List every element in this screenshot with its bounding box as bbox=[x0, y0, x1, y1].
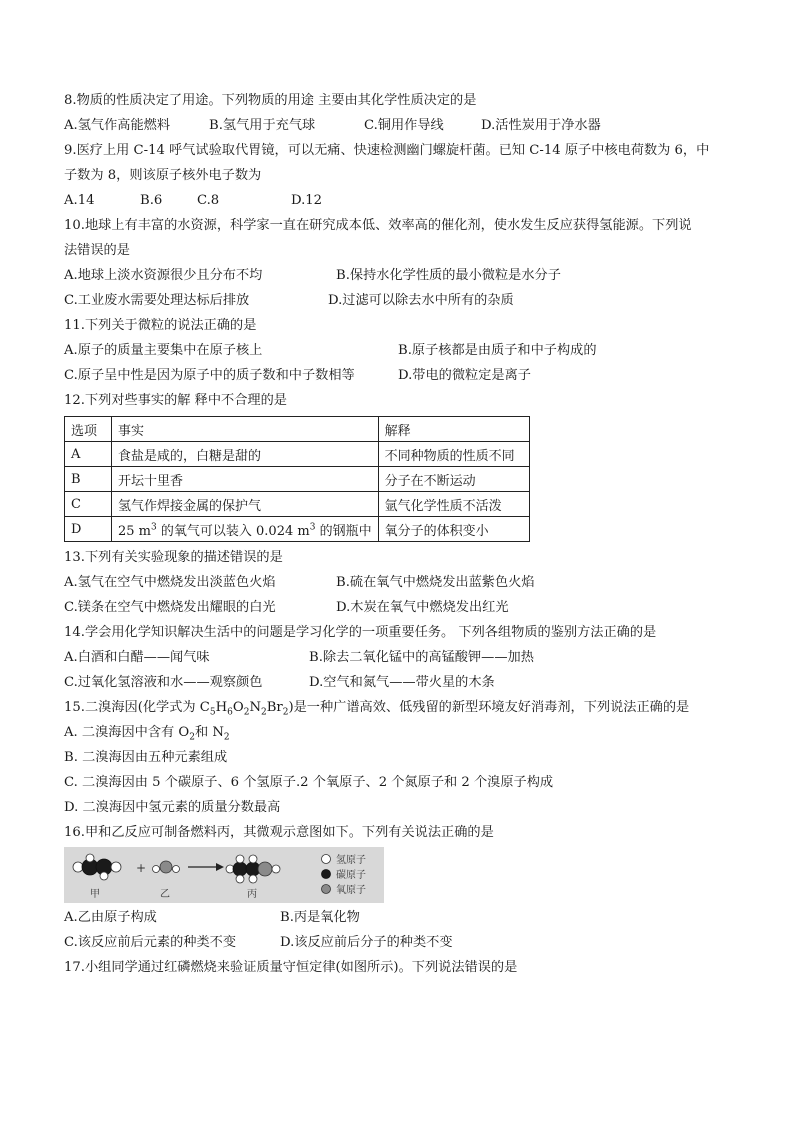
table-cell: 分子在不断运动 bbox=[378, 467, 529, 492]
subscript: 2 bbox=[223, 732, 230, 743]
hydrogen-atom bbox=[249, 855, 257, 863]
q13-option-c[interactable]: C.镁条在空气中燃烧发出耀眼的白光 bbox=[64, 600, 276, 615]
element-symbol: N bbox=[249, 700, 261, 715]
hydrogen-atom bbox=[73, 862, 83, 872]
q8-option-a[interactable]: A.氢气作高能燃料 bbox=[64, 118, 171, 133]
table-header-row bbox=[65, 417, 530, 442]
q9-stem-2: 子数为 8，则该原子核外电子数为 bbox=[64, 168, 262, 183]
hydrogen-atom bbox=[249, 875, 257, 883]
q14-stem: 14.学会用化学知识解决生活中的问题是学习化学的一项重要任务。 下列各组物质的鉴别方法正确的是 bbox=[64, 625, 657, 640]
superscript: 3 bbox=[309, 522, 316, 533]
hydrogen-atom bbox=[236, 855, 244, 863]
q8-stem: 8.物质的性质决定了用途。下列物质的用途 主要由其化学性质决定的是 bbox=[64, 93, 477, 108]
q8-option-c[interactable]: C.铜用作导线 bbox=[364, 118, 444, 133]
table-row bbox=[65, 467, 530, 492]
table-cell: D bbox=[65, 517, 112, 542]
q13-option-d[interactable]: D.木炭在氧气中燃烧发出红光 bbox=[336, 600, 509, 615]
legend-hydrogen-label: 氢原子 bbox=[336, 855, 366, 866]
table-cell: 氢气作焊接金属的保护气 bbox=[112, 492, 379, 517]
q16-option-c[interactable]: C.该反应前后元素的种类不变 bbox=[64, 935, 237, 950]
q8-options bbox=[64, 113, 744, 138]
q11-options-row2 bbox=[64, 363, 744, 388]
q16-option-a[interactable]: A.乙由原子构成 bbox=[64, 910, 157, 925]
q11-stem: 11.下列关于微粒的说法正确的是 bbox=[64, 318, 257, 333]
label-bing: 丙 bbox=[247, 889, 257, 900]
q9-option-d[interactable]: D.12 bbox=[291, 193, 323, 208]
q9-option-a[interactable]: A.14 bbox=[64, 193, 95, 208]
hydrogen-atom bbox=[100, 872, 108, 880]
q9-option-b[interactable]: B.6 bbox=[140, 193, 163, 208]
hydrogen-atom bbox=[236, 875, 244, 883]
hydrogen-atom bbox=[86, 854, 94, 862]
q8-option-b[interactable]: B.氢气用于充气球 bbox=[209, 118, 316, 133]
q10-stem-2: 法错误的是 bbox=[64, 243, 130, 258]
molecule-jia bbox=[73, 854, 121, 880]
q10-stem-1: 10.地球上有丰富的水资源，科学家一直在研究成本低、效率高的催化剂，使水发生反应获得氢能源。下列说 bbox=[64, 218, 692, 233]
diagram-legend bbox=[322, 853, 367, 896]
table-cell: 不同种物质的性质不同 bbox=[378, 442, 529, 467]
q13-options-row1 bbox=[64, 570, 744, 595]
q17-stem: 17.小组同学通过红磷燃烧来验证质量守恒定律(如图所示)。下列说法错误的是 bbox=[64, 960, 518, 975]
hydrogen-atom bbox=[153, 866, 160, 873]
superscript: 3 bbox=[151, 522, 157, 533]
table-cell: 开坛十里香 bbox=[112, 467, 379, 492]
table-header-fact: 事实 bbox=[112, 417, 379, 442]
q14-options-row2 bbox=[64, 670, 744, 695]
q14-option-a[interactable]: A.白酒和白醋——闻气味 bbox=[64, 650, 210, 665]
q12-table bbox=[64, 416, 530, 542]
q10-option-c[interactable]: C.工业废水需要处理达标后排放 bbox=[64, 293, 250, 308]
table-cell: 氧分子的体积变小 bbox=[378, 517, 529, 542]
subscript: 2 bbox=[260, 707, 267, 718]
q13-options-row2 bbox=[64, 595, 744, 620]
q8-option-d[interactable]: D.活性炭用于净水器 bbox=[481, 118, 601, 133]
q16-option-b[interactable]: B.丙是氧化物 bbox=[280, 910, 360, 925]
element-symbol: Br bbox=[266, 700, 283, 715]
subscript: 2 bbox=[282, 707, 289, 718]
q10-option-b[interactable]: B.保持水化学性质的最小微粒是水分子 bbox=[336, 268, 561, 283]
subscript: 5 bbox=[209, 707, 216, 718]
q15-stem bbox=[64, 695, 744, 720]
q13-option-a[interactable]: A.氢气在空气中燃烧发出淡蓝色火焰 bbox=[64, 575, 276, 590]
q15-option-d[interactable]: D. 二溴海因中氢元素的质量分数最高 bbox=[64, 800, 281, 815]
fact-text: 的钢瓶中 bbox=[315, 523, 372, 539]
molecule-yi bbox=[153, 861, 180, 873]
q11-options-row1 bbox=[64, 338, 744, 363]
reaction-diagram-svg bbox=[64, 847, 384, 903]
oxygen-atom bbox=[160, 861, 172, 873]
table-cell: A bbox=[65, 442, 112, 467]
legend-oxygen-label: 氧原子 bbox=[336, 885, 366, 896]
arrow-head bbox=[216, 863, 224, 871]
legend-hydrogen-icon bbox=[322, 855, 331, 864]
q14-options-row1 bbox=[64, 645, 744, 670]
legend-carbon-icon bbox=[322, 870, 331, 879]
table-row bbox=[65, 492, 530, 517]
q13-stem: 13.下列有关实验现象的描述错误的是 bbox=[64, 550, 283, 565]
option-text: 和 N bbox=[194, 725, 224, 740]
option-text: A. 二溴海因中含有 O bbox=[64, 725, 190, 740]
q11-option-c[interactable]: C.原子呈中性是因为原子中的质子数和中子数相等 bbox=[64, 368, 355, 383]
q12-stem: 12.下列对些事实的解 释中不合理的是 bbox=[64, 393, 287, 408]
table-cell bbox=[112, 517, 379, 542]
q15-option-b[interactable]: B. 二溴海因由五种元素组成 bbox=[64, 750, 228, 765]
q15-stem-text: )是一种广谱高效、低残留的新型环境友好消毒剂，下列说法正确的是 bbox=[288, 700, 690, 715]
table-cell: 氩气化学性质不活泼 bbox=[378, 492, 529, 517]
fact-text: 的氧气可以装入 0.024 m bbox=[156, 523, 310, 539]
q9-option-c[interactable]: C.8 bbox=[197, 193, 220, 208]
legend-carbon-label: 碳原子 bbox=[336, 870, 366, 881]
element-symbol: H bbox=[215, 700, 228, 715]
table-header-explain: 解释 bbox=[378, 417, 529, 442]
table-cell: C bbox=[65, 492, 112, 517]
q14-option-d[interactable]: D.空气和氮气——带火星的木条 bbox=[309, 675, 495, 690]
q10-options-row2 bbox=[64, 288, 744, 313]
table-row bbox=[65, 442, 530, 467]
subscript: 2 bbox=[189, 732, 195, 743]
q14-option-b[interactable]: B.除去二氧化锰中的高锰酸钾——加热 bbox=[309, 650, 534, 665]
oxygen-atom bbox=[258, 862, 272, 876]
q15-option-a[interactable] bbox=[64, 720, 744, 745]
q13-option-b[interactable]: B.硫在氧气中燃烧发出蓝紫色火焰 bbox=[336, 575, 535, 590]
q11-option-d[interactable]: D.带电的微粒定是离子 bbox=[398, 368, 531, 383]
q15-stem-text: 15.二溴海因(化学式为 C bbox=[64, 700, 210, 715]
q11-option-a[interactable]: A.原子的质量主要集中在原子核上 bbox=[64, 343, 263, 358]
q16-stem: 16.甲和乙反应可制备燃料丙，其微观示意图如下。下列有关说法正确的是 bbox=[64, 825, 494, 840]
hydrogen-atom bbox=[272, 865, 280, 873]
plus-sign: + bbox=[136, 861, 147, 875]
q16-options-row2 bbox=[64, 930, 744, 955]
q16-options-row1 bbox=[64, 905, 744, 930]
q10-option-d[interactable]: D.过滤可以除去水中所有的杂质 bbox=[328, 293, 514, 308]
q15-option-c[interactable]: C. 二溴海因由 5 个碳原子、6 个氢原子.2 个氧原子、2 个氮原子和 2 个溴原子构成 bbox=[64, 775, 554, 790]
legend-oxygen-icon bbox=[322, 885, 331, 894]
reaction-diagram bbox=[64, 847, 384, 903]
label-jia: 甲 bbox=[90, 889, 100, 900]
q14-option-c[interactable]: C.过氧化氢溶液和水——观察颜色 bbox=[64, 675, 263, 690]
q16-option-d[interactable]: D.该反应前后分子的种类不变 bbox=[280, 935, 453, 950]
q10-option-a[interactable]: A.地球上淡水资源很少且分布不均 bbox=[64, 268, 263, 283]
table-row bbox=[65, 517, 530, 542]
q10-options-row1 bbox=[64, 263, 744, 288]
subscript: 2 bbox=[243, 707, 250, 718]
molecule-bing bbox=[226, 855, 280, 883]
q9-stem-1: 9.医疗上用 C-14 呼气试验取代胃镜，可以无痛、快速检测幽门螺旋杆菌。已知 C-14 原子中核电荷数为 6，中 bbox=[64, 143, 710, 158]
table-cell: B bbox=[65, 467, 112, 492]
subscript: 6 bbox=[227, 707, 233, 718]
carbon-atom bbox=[233, 862, 247, 876]
table-header-option: 选项 bbox=[65, 417, 112, 442]
fact-text: 25 m bbox=[118, 523, 152, 539]
q9-options bbox=[64, 188, 744, 213]
table-cell: 食盐是咸的，白糖是甜的 bbox=[112, 442, 379, 467]
label-yi: 乙 bbox=[160, 889, 170, 900]
q11-option-b[interactable]: B.原子核都是由质子和中子构成的 bbox=[398, 343, 597, 358]
hydrogen-atom bbox=[111, 862, 121, 872]
exam-page bbox=[64, 88, 744, 980]
hydrogen-atom bbox=[173, 866, 180, 873]
element-symbol: O bbox=[232, 700, 244, 715]
